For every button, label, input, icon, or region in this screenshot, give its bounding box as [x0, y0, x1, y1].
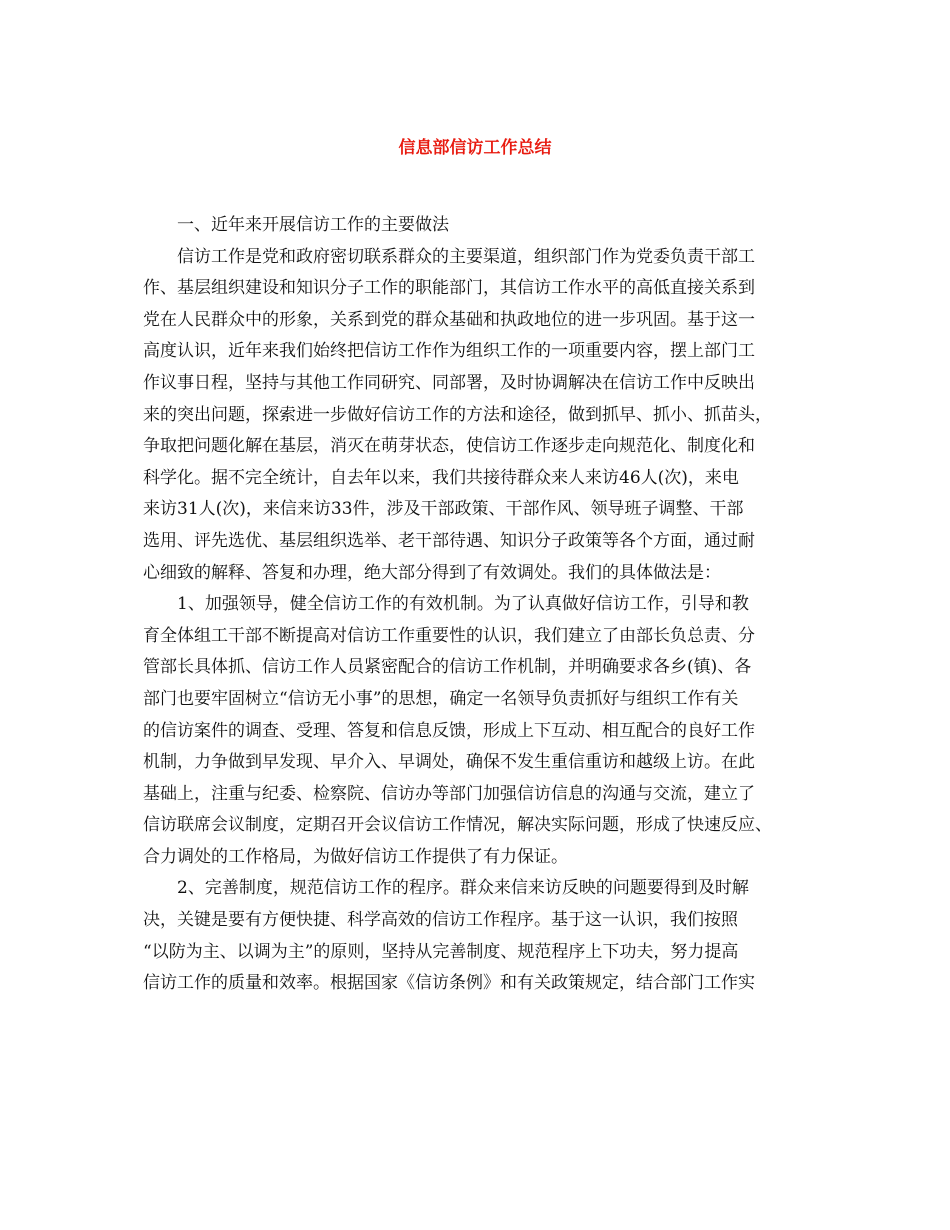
paragraph-line: 高度认识，近年来我们始终把信访工作作为组织工作的一项重要内容，摆上部门工	[143, 341, 755, 362]
paragraph-line: 管部长具体抓、信访工作人员紧密配合的信访工作机制，并明确要求各乡(镇)、各	[143, 657, 752, 678]
paragraph-line: 来的突出问题，探索进一步做好信访工作的方法和途径，做到抓早、抓小、抓苗头，	[143, 404, 772, 425]
paragraph-line: “以防为主、以调为主”的原则，坚持从完善制度、规范程序上下功夫，努力提高	[143, 941, 739, 962]
paragraph-line: 育全体组工干部不断提高对信访工作重要性的认识，我们建立了由部长负总责、分	[143, 625, 755, 646]
paragraph-line: 机制，力争做到早发现、早介入、早调处，确保不发生重信重访和越级上访。在此	[143, 752, 755, 773]
paragraph-line: 科学化。据不完全统计，自去年以来，我们共接待群众来人来访46人(次)，来电	[143, 467, 739, 488]
paragraph-line: 合力调处的工作格局，为做好信访工作提供了有力保证。	[143, 846, 568, 867]
paragraph-line: 信访工作的质量和效率。根据国家《信访条例》和有关政策规定，结合部门工作实	[143, 973, 755, 994]
paragraph-line: 部门也要牢固树立“信访无小事”的思想，确定一名领导负责抓好与组织工作有关	[143, 688, 739, 709]
paragraph-line: 作议事日程，坚持与其他工作同研究、同部署，及时协调解决在信访工作中反映出	[143, 372, 755, 393]
paragraph-line: 2、完善制度，规范信访工作的程序。群众来信来访反映的问题要得到及时解	[177, 878, 749, 899]
document-body	[143, 210, 813, 1000]
paragraph-line: 的信访案件的调查、受理、答复和信息反馈，形成上下互动、相互配合的良好工作	[143, 720, 755, 741]
paragraph-line: 心细致的解释、答复和办理，绝大部分得到了有效调处。我们的具体做法是：	[143, 562, 721, 583]
paragraph-line: 基础上，注重与纪委、检察院、信访办等部门加强信访信息的沟通与交流，建立了	[143, 783, 755, 804]
paragraph-line: 选用、评先选优、基层组织选举、老干部待遇、知识分子政策等各个方面，通过耐	[143, 530, 755, 551]
paragraph-line: 信访工作是党和政府密切联系群众的主要渠道，组织部门作为党委负责干部工	[177, 246, 755, 267]
paragraph-line: 作、基层组织建设和知识分子工作的职能部门，其信访工作水平的高低直接关系到	[143, 278, 755, 299]
paragraph-line: 决，关键是要有方便快捷、科学高效的信访工作程序。基于这一认识，我们按照	[143, 910, 738, 931]
paragraph-line: 来访31人(次)，来信来访33件，涉及干部政策、干部作风、领导班子调整、干部	[143, 499, 744, 520]
paragraph-line: 1、加强领导，健全信访工作的有效机制。为了认真做好信访工作，引导和教	[177, 594, 749, 615]
paragraph-line: 信访联席会议制度，定期召开会议信访工作情况，解决实际问题，形成了快速反应、	[143, 815, 772, 836]
paragraph-line: 争取把问题化解在基层，消灭在萌芽状态，使信访工作逐步走向规范化、制度化和	[143, 436, 755, 457]
section-heading: 一、近年来开展信访工作的主要做法	[177, 215, 449, 235]
document-title: 信息部信访工作总结	[398, 138, 552, 158]
paragraph-line: 党在人民群众中的形象，关系到党的群众基础和执政地位的进一步巩固。基于这一	[143, 309, 755, 330]
